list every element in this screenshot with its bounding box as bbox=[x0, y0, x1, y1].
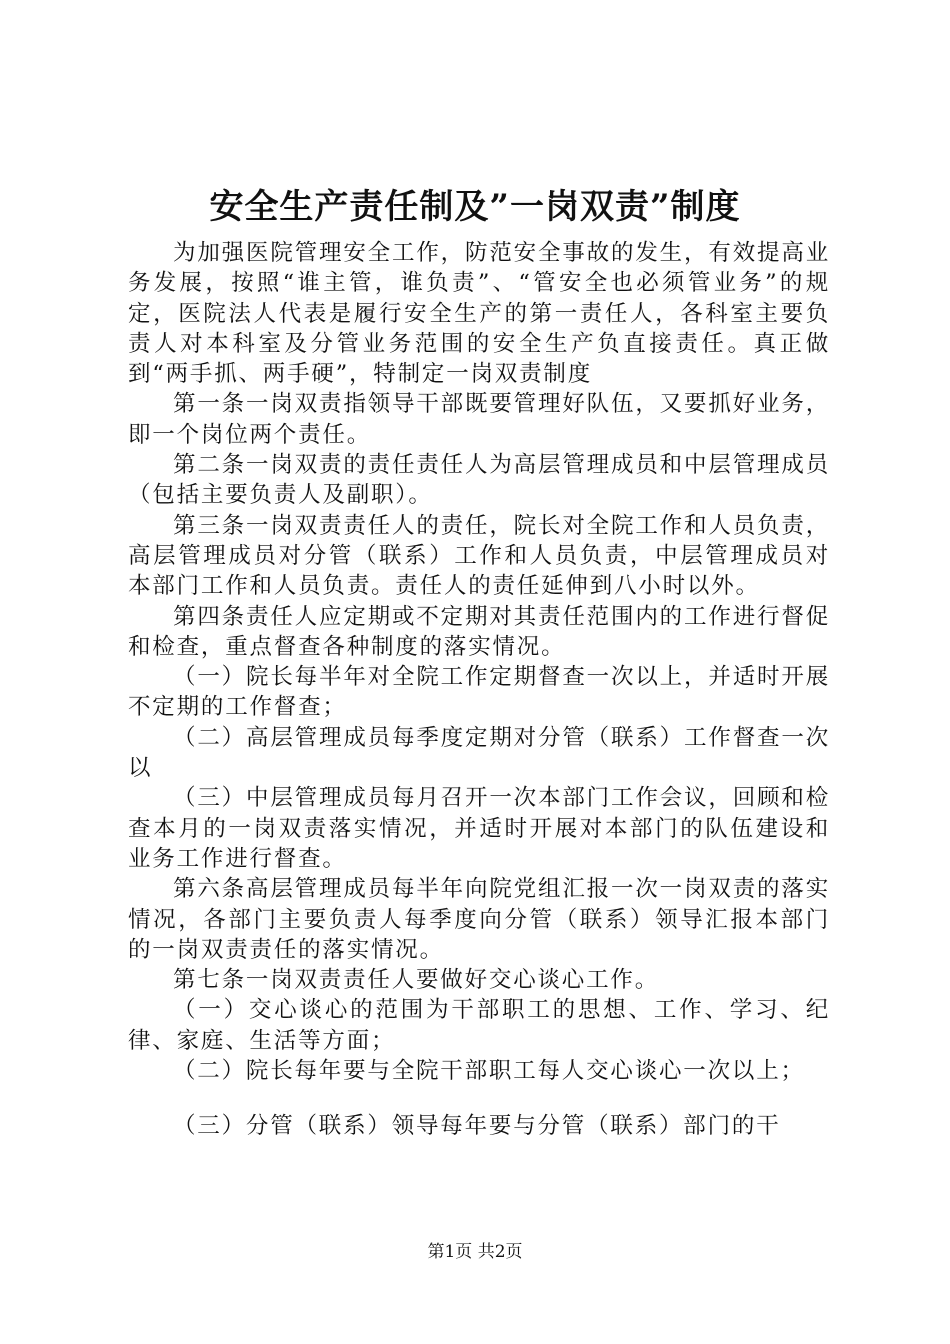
paragraph-article-6: 第六条高层管理成员每半年向院党组汇报一次一岗双责的落实情况，各部门主要负责人每季度向分管（联系）领导汇报本部门的一岗双责责任的落实情况。 bbox=[128, 876, 830, 963]
document-title: 安全生产责任制及”一岗双责”制度 bbox=[209, 187, 741, 227]
paragraph-item-7-2: （二）院长每年要与全院干部职工每人交心谈心一次以上； bbox=[173, 1058, 805, 1085]
paragraph-item-7-1: （一）交心谈心的范围为干部职工的思想、工作、学习、纪律、家庭、生活等方面； bbox=[128, 997, 830, 1054]
paragraph-item-7-3: （三）分管（联系）领导每年要与分管（联系）部门的干 bbox=[173, 1113, 781, 1140]
paragraph-article-2: 第二条一岗双责的责任责任人为高层管理成员和中层管理成员（包括主要负责人及副职）。 bbox=[128, 452, 830, 509]
document-body bbox=[128, 238, 830, 1142]
paragraph-item-4-1: （一）院长每半年对全院工作定期督查一次以上，并适时开展不定期的工作督查； bbox=[128, 664, 830, 721]
paragraph-article-3: 第三条一岗双责责任人的责任，院长对全院工作和人员负责，高层管理成员对分管（联系）工作和人员负责，中层管理成员对本部门工作和人员负责。责任人的责任延伸到八小时以外。 bbox=[128, 512, 830, 600]
paragraph-article-7: 第七条一岗双责责任人要做好交心谈心工作。 bbox=[173, 967, 660, 994]
paragraph-item-4-3: （三）中层管理成员每月召开一次本部门工作会议，回顾和检查本月的一岗双责落实情况，并适时开展对本部门的队伍建设和业务工作进行督查。 bbox=[128, 785, 830, 872]
paragraph-item-4-2: （二）高层管理成员每季度定期对分管（联系）工作督查一次以 bbox=[128, 724, 830, 782]
paragraph-intro: 为加强医院管理安全工作，防范安全事故的发生，有效提高业务发展，按照“谁主管，谁负责”、“管安全也必须管业务”的规定，医院法人代表是履行安全生产的第一责任人，各科室主要负责人对本科室及分管业务范围的安全生产负直接责任。真正做到“两手抓、两手硬”，特制定一岗双责制度 bbox=[128, 240, 830, 388]
page-number-footer: 第1页 共2页 bbox=[427, 1242, 523, 1262]
paragraph-article-1: 第一条一岗双责指领导干部既要管理好队伍，又要抓好业务，即一个岗位两个责任。 bbox=[128, 391, 830, 448]
paragraph-article-4: 第四条责任人应定期或不定期对其责任范围内的工作进行督促和检查，重点督查各种制度的落实情况。 bbox=[128, 603, 830, 660]
